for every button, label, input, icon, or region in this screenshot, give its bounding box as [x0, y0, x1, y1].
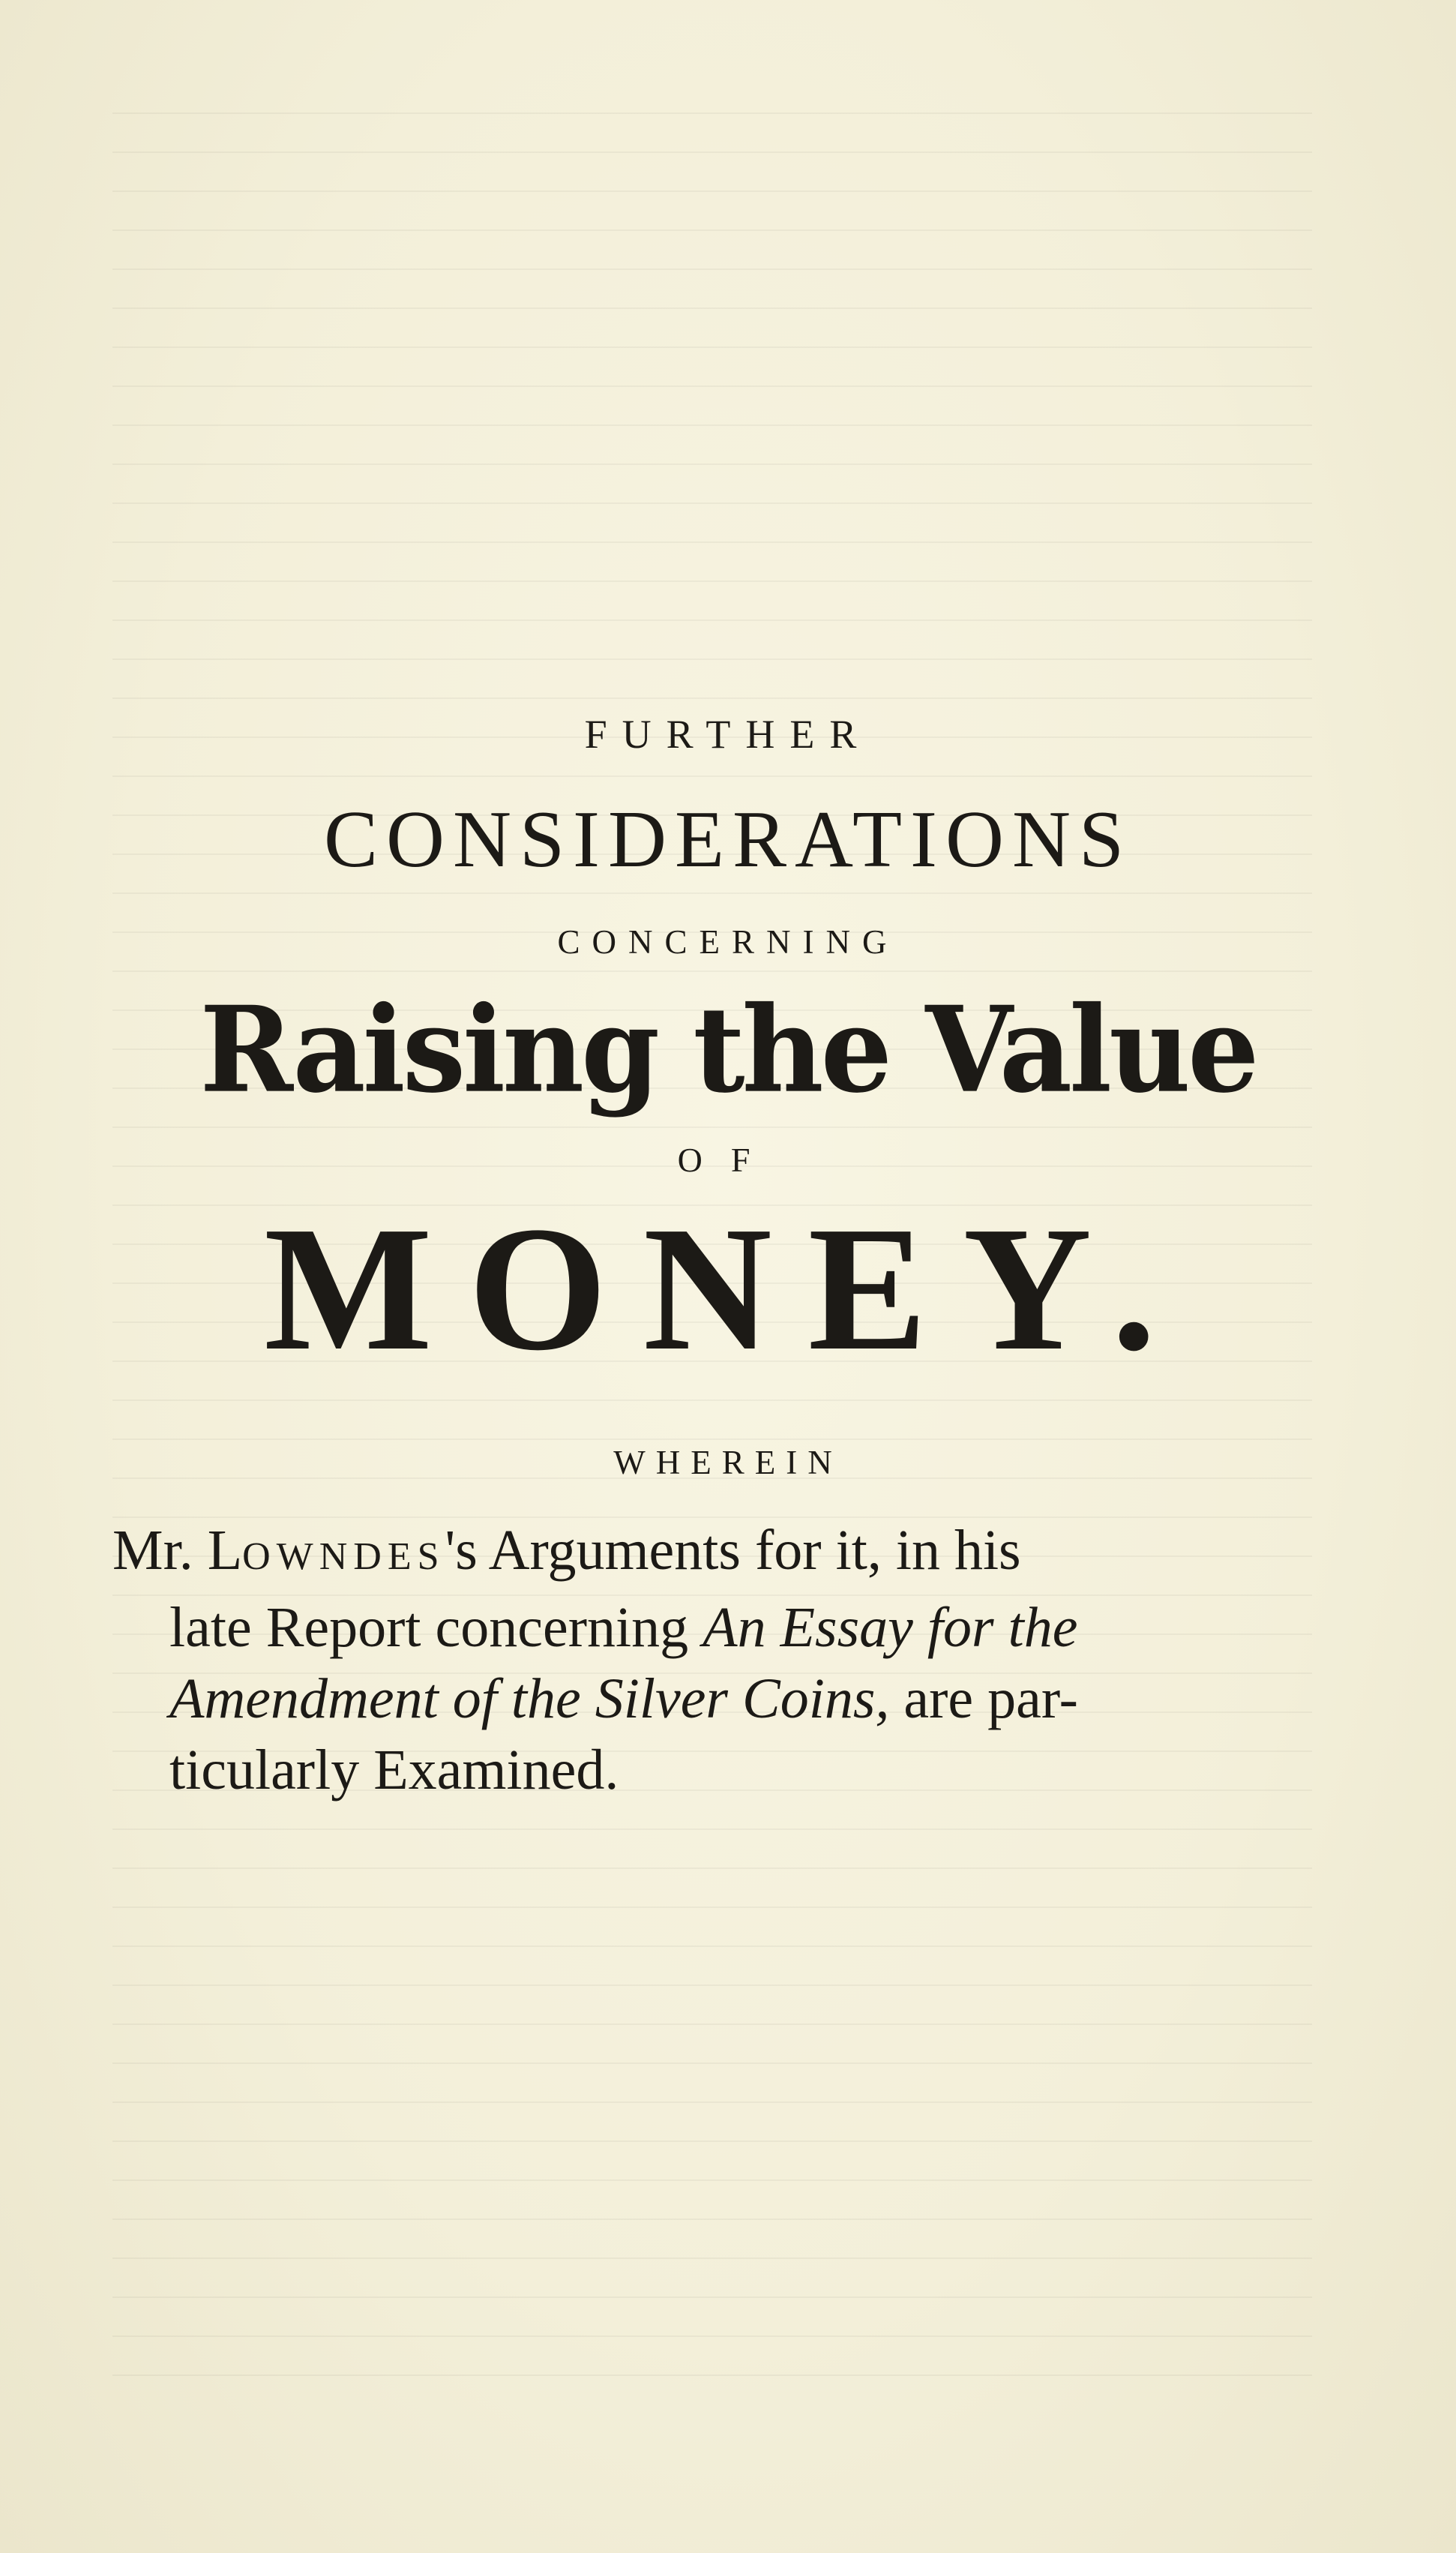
description-paragraph	[112, 1515, 1297, 1806]
description-line-3	[112, 1664, 1297, 1735]
heading-wherein: WHEREIN	[613, 1444, 843, 1481]
description-line-4: ticularly Examined.	[169, 1738, 619, 1802]
heading-considerations: CONSIDERATIONS	[323, 795, 1133, 884]
heading-money: MONEY.	[264, 1190, 1192, 1388]
heading-of: OF	[677, 1141, 779, 1179]
text-late-report: late Report concerning	[169, 1596, 703, 1659]
heading-raising-the-value: Raising the Value	[199, 980, 1257, 1120]
heading-further: FURTHER	[584, 712, 872, 757]
text-owndes: OWNDES	[242, 1535, 445, 1578]
text-an-essay: An Essay for the	[703, 1596, 1078, 1659]
text-are-par: are par-	[889, 1667, 1078, 1730]
description-line-1	[112, 1515, 1297, 1592]
text-mr-l: Mr. L	[112, 1519, 243, 1582]
text-amendment: Amendment of the Silver Coins,	[169, 1667, 890, 1730]
text-arguments: 's Arguments for it, in his	[445, 1519, 1021, 1582]
heading-concerning: CONCERNING	[557, 923, 899, 961]
description-line-2	[112, 1592, 1297, 1664]
